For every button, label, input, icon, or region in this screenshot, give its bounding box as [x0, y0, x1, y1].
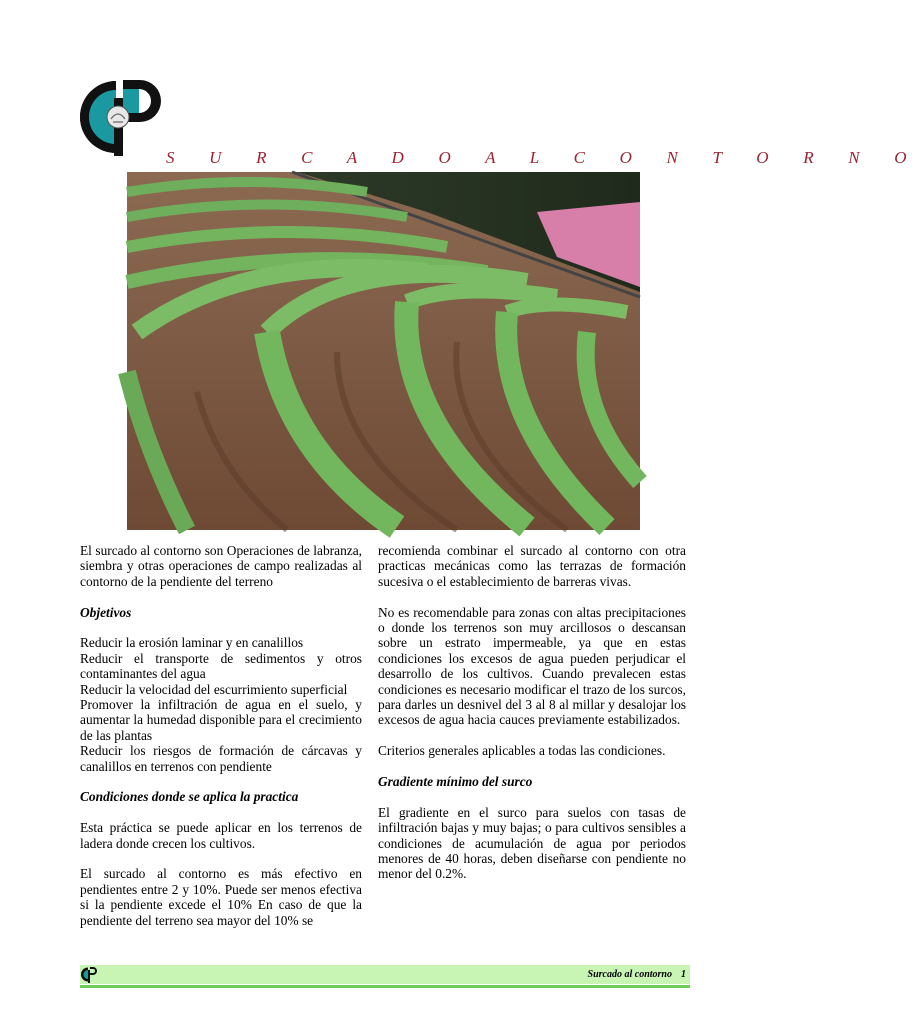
left-column — [80, 543, 362, 928]
contour-furrow-crop-photo — [127, 172, 640, 530]
conditions-heading: Condiciones donde se aplica la practica — [80, 789, 299, 805]
criteria-paragraph: Criterios generales aplicables a todas las condiciones. — [378, 743, 666, 759]
objective-item: Promover la infiltración de agua en el suelo, y aumentar la humedad disponible para el crecimiento de las plantas — [80, 697, 362, 743]
objective-item: Reducir la erosión laminar y en canalillos — [80, 635, 304, 651]
cp-logo-icon — [80, 76, 172, 158]
page-number: 1 — [681, 969, 686, 980]
page-footer — [80, 965, 690, 984]
footer-rule — [80, 985, 690, 988]
gradient-paragraph: El gradiente en el surco para suelos con tasas de infiltración bajas y muy bajas; o para cultivos sensibles a condiciones de acumulación de agua por periodos menores de 40 horas, deben diseñarse con pendiente no menor del 0.2%. — [378, 804, 686, 882]
conditions-paragraph: Esta práctica se puede aplicar en los terrenos de ladera donde crecen los cultivos. — [80, 820, 362, 851]
objective-item: Reducir los riesgos de formación de cárcavas y canalillos en terrenos con pendiente — [80, 743, 362, 774]
conditions-paragraph: El surcado al contorno es más efectivo en pendientes entre 2 y 10%. Puede ser menos efectiva si la pendiente excede el 10% En caso de que la pendiente del terreno sea mayor del 10% se — [80, 866, 362, 928]
intro-paragraph: El surcado al contorno son Operaciones de labranza, siembra y otras operaciones de campo realizadas al contorno de la pendiente del terreno — [80, 543, 362, 589]
crop-field-illustration — [127, 172, 640, 530]
objective-item: Reducir el transporte de sedimentos y otros contaminantes del agua — [80, 650, 362, 682]
recommendation-paragraph: recomienda combinar el surcado al contorno con otra practicas mecánicas como las terrazas de formación sucesiva o el establecimiento de barreras vivas. — [378, 543, 686, 589]
objective-item: Reducir la velocidad del escurrimiento superficial — [80, 681, 348, 697]
restriction-paragraph: No es recomendable para zonas con altas precipitaciones o donde los terrenos son muy arcillosos o descansan sobre un estrato impermeable, ya que en estas condiciones los excesos de agua pueden perjudicar el desarrollo de los cultivos. Cuando prevalecen estas condiciones es necesario modificar el trazo de los surcos, para darles un desnivel del 3 al 8 al millar y desalojar los excesos de agua hacia cauces previamente estabilizados. — [378, 604, 686, 728]
footer-label: Surcado al contorno — [587, 969, 672, 980]
page-title: S U R C A D O A L C O N T O R N O — [166, 148, 922, 167]
gradient-heading: Gradiente mínimo del surco — [378, 774, 533, 790]
cp-footer-logo-icon — [81, 966, 99, 983]
objectives-heading: Objetivos — [80, 604, 132, 620]
right-column — [378, 543, 686, 882]
